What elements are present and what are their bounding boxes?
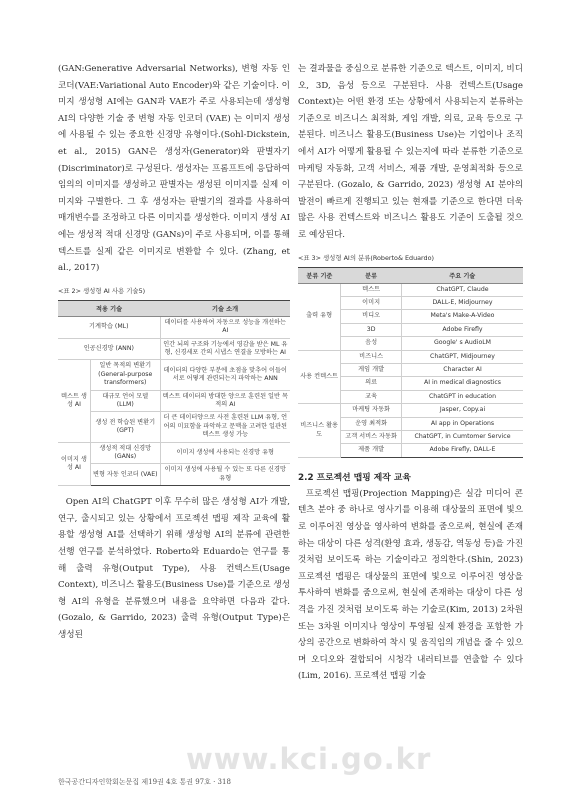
table-cell: 의료 xyxy=(341,377,402,390)
table-group-cell: 이미지 생성 AI xyxy=(58,442,90,486)
body-paragraph: Open AI의 ChatGPT 이후 무수히 많은 생성형 AI가 개발, 연구, 출시되고 있는 상황에서 프로젝션 맵핑 제작 교육에 활용할 생성형 AI를 선택하기 위해 생성형 AI의 분류에 관련한 선행 연구를 분석하였다. Roberto와 Eduardo는 연구를 통해 출력 유형(Output Type), 사용 컨텍스트(Usage Context), 비즈니스 활용도(Business Use)를 기준으로 생성형 AI의 유형을 분류했으며 내용을 요약하면 다음과 같다. (Gozalo, & Garrido, 2023) 출력 유형(Output Type)은 생성된 xyxy=(58,497,290,640)
table-cell: 제품 개발 xyxy=(341,444,402,457)
table-cell: 생성 전 학습된 변환기 (GPT) xyxy=(90,412,160,442)
table-cell: 변형 자동 인코더 (VAE) xyxy=(90,464,160,486)
section-heading: 2.2 프로젝션 맵핑 제작 교육 xyxy=(298,472,411,483)
table-row xyxy=(58,316,290,338)
body-paragraph: 는 결과물을 중심으로 분류한 기준으로 텍스트, 이미지, 비디오, 3D, 음성 등으로 구분된다. 사용 컨텍스트(Usage Context)는 어떤 환경 또는 상황에서 사용되는지 분류하는 기준으로 비즈니스 최적화, 게임 개발, 의료, 교육 등으로 구분된다. 비즈니스 활용도(Business Use)는 기업이나 조직에서 AI가 어떻게 활용될 수 있는지에 따라 분류한 기준으로 마케팅 자동화, 고객 서비스, 제품 개발, 운영최적화 등으로 구분된다. (Gozalo, & Garrido, 2023) 생성형 AI 분야의 발전이 빠르게 진행되고 있는 현재를 기준으로 한다면 더욱 많은 사용 컨텍스트와 비즈니스 활용도 기준이 도출될 것으로 예상된다. xyxy=(298,64,523,240)
table-3-caption: <표 3> 생성형 AI의 분류(Roberto& Eduardo) xyxy=(298,253,435,262)
table-row xyxy=(58,412,290,442)
table-cell: 이미지 생성에 사용되는 신경망 유형 xyxy=(160,442,290,464)
table-group-cell: 텍스트 생성 AI xyxy=(58,360,90,442)
table-cell: AI app in Operations xyxy=(402,417,524,430)
table-row xyxy=(58,338,290,360)
table-cell: Character AI xyxy=(402,363,524,376)
table-cell: 교육 xyxy=(341,390,402,403)
table-2 xyxy=(58,300,290,487)
table-cell: 운영 최적화 xyxy=(341,417,402,430)
body-paragraph: (GAN:Generative Adversarial Networks), 변형 자동 인코더(VAE:Variational Auto Encoder)와 같은 기술이다. 이미지 생성형 AI에는 GAN과 VAE가 주로 사용되는데 생성형 AI의 다양한 기술 중 변형 자동 인코더 (VAE) 는 이미지 생성에 사용될 수 있는 중요한 신경망 유형이다.(Sohl-Dickstein, et al., 2015) GAN은 생성자(Generator)와 판별자기(Discriminator)로 구성된다. 생성자는 프롬프트에 응답하여 임의의 이미지를 생성하고 판별자는 생성된 이미지를 실제 이미지와 구별한다. 그 후 생성자는 판별기의 결과를 사용하여 매개변수를 조정하고 다른 이미지를 생성한다. 이미지 생성 AI에는 생성적 적대 신경망 (GANs)이 주로 사용되며, 이를 통해 텍스트를 실제 같은 이미지로 변환할 수 있다. (Zhang, et al., 2017) xyxy=(58,64,290,274)
table-row xyxy=(58,390,290,412)
table-row xyxy=(298,283,523,296)
table-group-cell: 사용 컨텍스트 xyxy=(298,350,341,404)
table-cell: 음성 xyxy=(341,337,402,350)
table-cell: ChatGPT, Midjourney xyxy=(402,350,524,363)
table-cell: Adobe Firefly xyxy=(402,323,524,336)
right-column xyxy=(298,61,523,685)
table-cell: 더 큰 데이터양으로 사전 훈련된 LLM 유형, 언어의 미묘함을 파악하고 문맥을 고려한 일관된 텍스트 생성 가능 xyxy=(160,412,290,442)
table-cell: 3D xyxy=(341,323,402,336)
table-cell: 데이터의 다양한 부분에 초점을 맞추어 이들이 서로 어떻게 관련되는지 파악하는 ANN xyxy=(160,360,290,390)
table-cell: Adobe Firefly, DALL-E xyxy=(402,444,524,457)
left-column xyxy=(58,61,290,644)
table-cell: 텍스트 데이터의 방대한 양으로 훈련된 일반 목적의 AI xyxy=(160,390,290,412)
table-row xyxy=(58,464,290,486)
table-header: 분류 xyxy=(341,267,402,283)
watermark: www.kci.go.kr xyxy=(186,742,432,776)
table-2-caption: <표 2> 생성형 AI 사용 기술5) xyxy=(58,286,146,295)
table-cell: 기계학습 (ML) xyxy=(58,316,160,338)
table-cell: 게임 개발 xyxy=(341,363,402,376)
page-footer: 한국공간디자인학회논문집 제19권 4호 통권 97호 · 318 xyxy=(58,778,231,786)
table-group-cell: 비즈니스 활용도 xyxy=(298,404,341,458)
table-row xyxy=(298,350,523,363)
table-cell: ChatGPT in education xyxy=(402,390,524,403)
table-cell: 이미지 xyxy=(341,296,402,309)
table-row xyxy=(58,442,290,464)
table-cell: 이미지 생성에 사용될 수 있는 또 다른 신경망 유형 xyxy=(160,464,290,486)
table-cell: 일반 목적의 변환기 (General-purpose transformers) xyxy=(90,360,160,390)
table-cell: 데이터를 사용하여 자동으로 성능을 개선하는 AI xyxy=(160,316,290,338)
table-cell: 텍스트 xyxy=(341,283,402,296)
table-cell: Jasper, Copy.ai xyxy=(402,404,524,417)
table-row xyxy=(58,360,290,390)
table-cell: 인간 뇌의 구조와 기능에서 영감을 받은 ML 유형, 신경세포 간의 시냅스 연결을 모방하는 AI xyxy=(160,338,290,360)
body-paragraph: 프로젝션 맵핑(Projection Mapping)은 실감 미디어 콘텐츠 분야 중 하나로 영사기를 이용해 대상물의 표면에 빛으로 이루어진 영상을 영사하여 변화를 줌으로써, 현실에 존재하는 대상이 다른 성격(환영 효과, 생동감, 역동성 등)을 가진 것처럼 보이도록 하는 기술이라고 정의한다.(Shin, 2023) 프로젝션 맵핑은 대상물의 표면에 빛으로 이루어진 영상을 투사하여 변화를 줌으로써, 현실에 존재하는 대상이 다른 성격을 가진 것처럼 보이도록 하는 기술로(Kim, 2013) 2차원 또는 3차원 이미지나 영상이 투영될 실제 환경을 포함한 가상의 공간으로 변화하여 착시 및 움직임의 개념을 줄 수 있으며 오디오와 결합되어 시청각 내러티브를 연출할 수 있다(Lim, 2016). 프로젝션 맵핑 기술 xyxy=(298,488,523,682)
table-3 xyxy=(298,267,523,458)
table-cell: 비즈니스 xyxy=(341,350,402,363)
table-row xyxy=(298,404,523,417)
table-cell: ChatGPT, Claude xyxy=(402,283,524,296)
table-header: 주요 기술 xyxy=(402,267,524,283)
table-cell: 비디오 xyxy=(341,310,402,323)
table-cell: DALL-E, Midjourney xyxy=(402,296,524,309)
table-cell: 고객 서비스 자동화 xyxy=(341,431,402,444)
table-header: 적용 기술 xyxy=(58,300,160,316)
table-cell: 인공신경망 (ANN) xyxy=(58,338,160,360)
table-cell: AI in medical diagnostics xyxy=(402,377,524,390)
table-header: 기술 소개 xyxy=(160,300,290,316)
table-cell: 생성적 적대 신경망 (GANs) xyxy=(90,442,160,464)
table-group-cell: 출력 유형 xyxy=(298,283,341,350)
table-cell: ChatGPT, in Cumtomer Service xyxy=(402,431,524,444)
table-cell: 대규모 언어 모델 (LLM) xyxy=(90,390,160,412)
table-header: 분류 기준 xyxy=(298,267,341,283)
table-cell: Google' s AudioLM xyxy=(402,337,524,350)
table-cell: Meta's Make-A-Video xyxy=(402,310,524,323)
table-cell: 마케팅 자동화 xyxy=(341,404,402,417)
